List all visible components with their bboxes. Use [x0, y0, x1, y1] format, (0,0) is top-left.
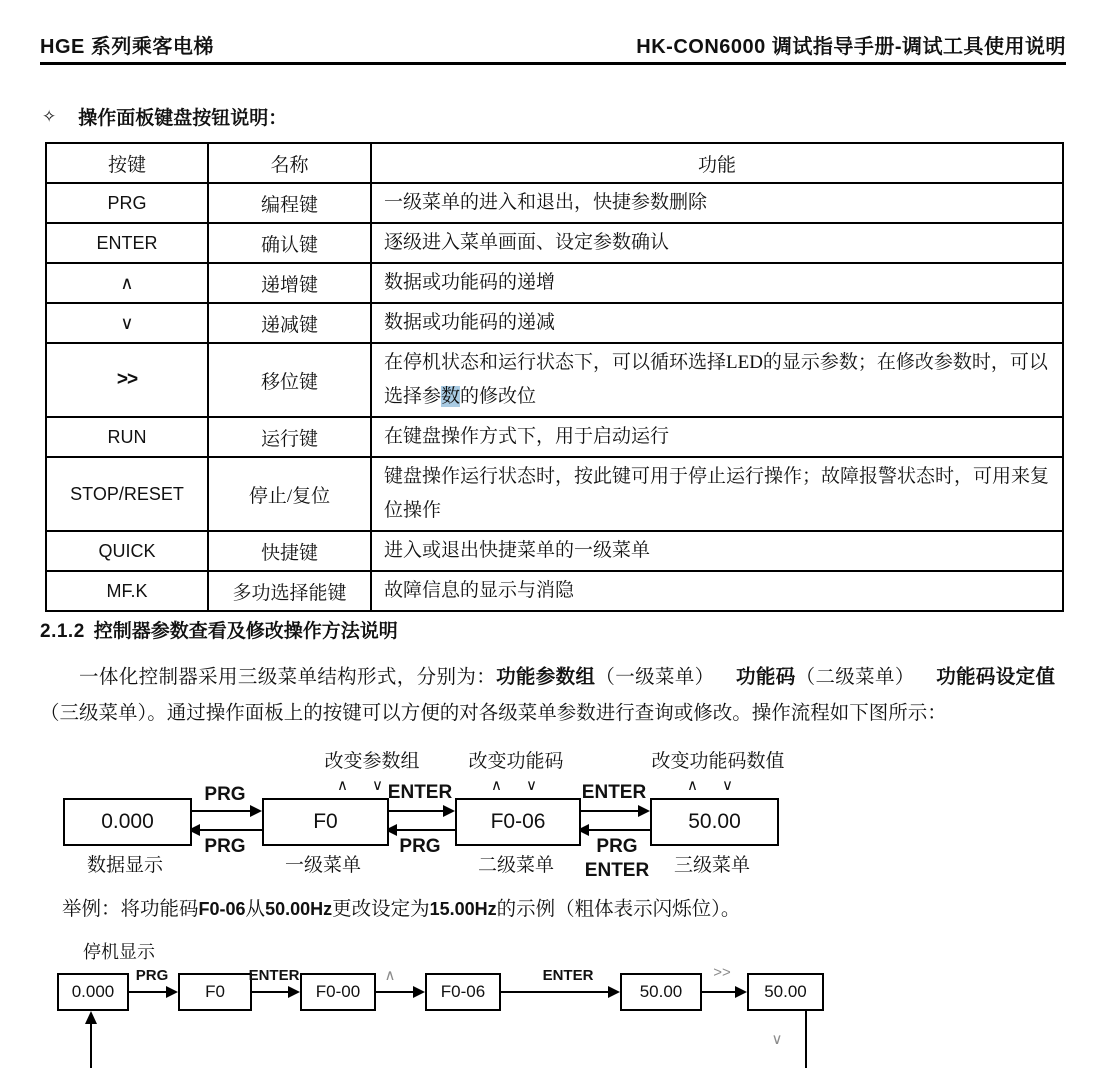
up-arrow-icon: ∧	[337, 777, 348, 794]
function-cell: 在键盘操作方式下，用于启动运行	[371, 417, 1063, 457]
arrow-label-enter: ENTER	[542, 967, 594, 984]
function-text: 在停机状态和运行状态下，可以循环选择LED的显示参数；在修改参数时，可以选择参	[384, 352, 1048, 407]
key-cell up-key-symbol: ∧	[46, 263, 208, 303]
arrow-label-prg: PRG	[135, 967, 169, 984]
down-arrow-icon: ∨	[722, 777, 733, 794]
stop-display-caption: 停机显示	[83, 942, 155, 962]
flow-box: F0	[178, 973, 252, 1011]
key-cell: MF.K	[46, 571, 208, 611]
name-cell: 停止/复位	[208, 457, 371, 531]
arrow-label-prg: PRG	[204, 836, 246, 857]
flow-box: F0-00	[300, 973, 376, 1011]
arrow-label-prg: PRG	[204, 784, 246, 805]
table-row	[46, 571, 1063, 611]
column-header-name: 名称	[208, 143, 371, 183]
section-heading	[40, 616, 398, 643]
bold-value: 15.00Hz	[429, 899, 497, 919]
bold-term: 功能码	[735, 667, 796, 688]
example-text: 更改设定为	[332, 899, 430, 920]
key-cell: PRG	[46, 183, 208, 223]
table-row	[46, 223, 1063, 263]
flow-box-data-display: 0.000	[63, 798, 192, 846]
function-cell: 一级菜单的进入和退出，快捷参数删除	[371, 183, 1063, 223]
flow-box: 50.00	[620, 973, 702, 1011]
function-cell: 数据或功能码的递减	[371, 303, 1063, 343]
column-header-key: 按键	[46, 143, 208, 183]
name-cell: 确认键	[208, 223, 371, 263]
up-arrow-icon: ∧	[384, 967, 396, 984]
keyboard-description-heading	[42, 103, 287, 130]
key-cell: ENTER	[46, 223, 208, 263]
function-cell: 进入或退出快捷菜单的一级菜单	[371, 531, 1063, 571]
box-caption: 二级菜单	[477, 855, 555, 876]
example-text: 举例：将功能码	[62, 899, 199, 920]
arrow-label-prg: PRG	[399, 836, 441, 857]
paragraph-text: （二级菜单）	[795, 667, 915, 688]
arrow-label-enter: ENTER	[387, 782, 453, 803]
box-caption: 数据显示	[86, 855, 164, 876]
bold-value: 50.00Hz	[265, 899, 333, 919]
up-down-keys	[491, 776, 537, 794]
example-text: 从	[245, 899, 266, 920]
flow-box: 0.000	[57, 973, 129, 1011]
diamond-bullet-icon: ✧	[42, 106, 57, 126]
key-cell: STOP/RESET	[46, 457, 208, 531]
paragraph-text: （一级菜单）	[595, 667, 715, 688]
table-row	[46, 263, 1063, 303]
change-code-label: 改变功能码	[468, 751, 564, 772]
body-paragraph	[40, 660, 1055, 732]
table-row	[46, 303, 1063, 343]
key-cell down-key-symbol: ∨	[46, 303, 208, 343]
bold-term: 功能码设定值	[936, 667, 1055, 688]
table-row	[46, 531, 1063, 571]
bold-code: F0-06	[198, 899, 246, 919]
change-group-label: 改变参数组	[324, 751, 420, 772]
section-number: 2.1.2	[40, 621, 85, 642]
table-row	[46, 417, 1063, 457]
flow-box-level2: F0-06	[455, 798, 581, 846]
function-text: 的修改位	[460, 386, 537, 407]
up-arrow-icon: ∧	[491, 777, 502, 794]
flow-box-level1: F0	[262, 798, 389, 846]
paragraph-text: 一体化控制器采用三级菜单结构形式，分别为：	[79, 667, 497, 688]
change-value-label: 改变功能码数值	[651, 751, 785, 772]
arrow-label-enter: ENTER	[584, 860, 650, 881]
keyboard-description-title: 操作面板键盘按钮说明：	[78, 108, 288, 129]
key-cell: RUN	[46, 417, 208, 457]
menu-flow-diagram	[40, 746, 840, 896]
flow-box: 50.00	[747, 973, 824, 1011]
key-cell: QUICK	[46, 531, 208, 571]
name-cell: 多功选择能键	[208, 571, 371, 611]
function-cell	[371, 343, 1063, 417]
name-cell: 递减键	[208, 303, 371, 343]
name-cell: 运行键	[208, 417, 371, 457]
table-row	[46, 457, 1063, 531]
box-caption: 三级菜单	[673, 855, 751, 876]
flow-box-level3: 50.00	[650, 798, 779, 846]
table-header-row	[46, 143, 1063, 183]
name-cell: 递增键	[208, 263, 371, 303]
down-arrow-icon: ∨	[372, 777, 383, 794]
keypress-sequence-diagram	[40, 938, 860, 1068]
example-sentence	[62, 893, 740, 921]
name-cell: 快捷键	[208, 531, 371, 571]
arrow-label-prg: PRG	[596, 836, 638, 857]
up-arrow-icon: ∧	[687, 777, 698, 794]
function-cell: 故障信息的显示与消隐	[371, 571, 1063, 611]
function-cell: 逐级进入菜单画面、设定参数确认	[371, 223, 1063, 263]
function-cell: 数据或功能码的递增	[371, 263, 1063, 303]
name-cell: 移位键	[208, 343, 371, 417]
column-header-function: 功能	[371, 143, 1063, 183]
down-arrow-icon: ∨	[771, 1031, 783, 1048]
name-cell: 编程键	[208, 183, 371, 223]
arrow-label-enter: ENTER	[581, 782, 647, 803]
function-cell: 键盘操作运行状态时，按此键可用于停止运行操作；故障报警状态时，可用来复位操作	[371, 457, 1063, 531]
header-left-title: HGE 系列乘客电梯	[40, 36, 214, 58]
table-row	[46, 183, 1063, 223]
header-right-title: HK-CON6000 调试指导手册-调试工具使用说明	[636, 36, 1066, 58]
example-text: 的示例（粗体表示闪烁位）。	[496, 899, 741, 920]
paragraph-text: （三级菜单）。通过操作面板上的按键可以方便的对各级菜单参数进行查询或修改。操作流程如下图所示：	[40, 703, 947, 724]
down-arrow-icon: ∨	[526, 777, 537, 794]
flow-box: F0-06	[425, 973, 501, 1011]
key-cell shift-key-symbol: >>	[46, 343, 208, 417]
section-title: 控制器参数查看及修改操作方法说明	[93, 621, 398, 642]
table-row	[46, 343, 1063, 417]
up-down-keys	[687, 776, 733, 794]
page-header	[40, 30, 1066, 65]
box-caption: 一级菜单	[284, 855, 362, 876]
highlighted-character: 数	[441, 386, 461, 407]
bold-term: 功能参数组	[496, 667, 596, 688]
shift-key-icon: >>	[713, 964, 731, 981]
key-function-table	[45, 142, 1064, 612]
arrow-label-enter: ENTER	[248, 967, 300, 984]
up-down-keys	[337, 776, 383, 794]
